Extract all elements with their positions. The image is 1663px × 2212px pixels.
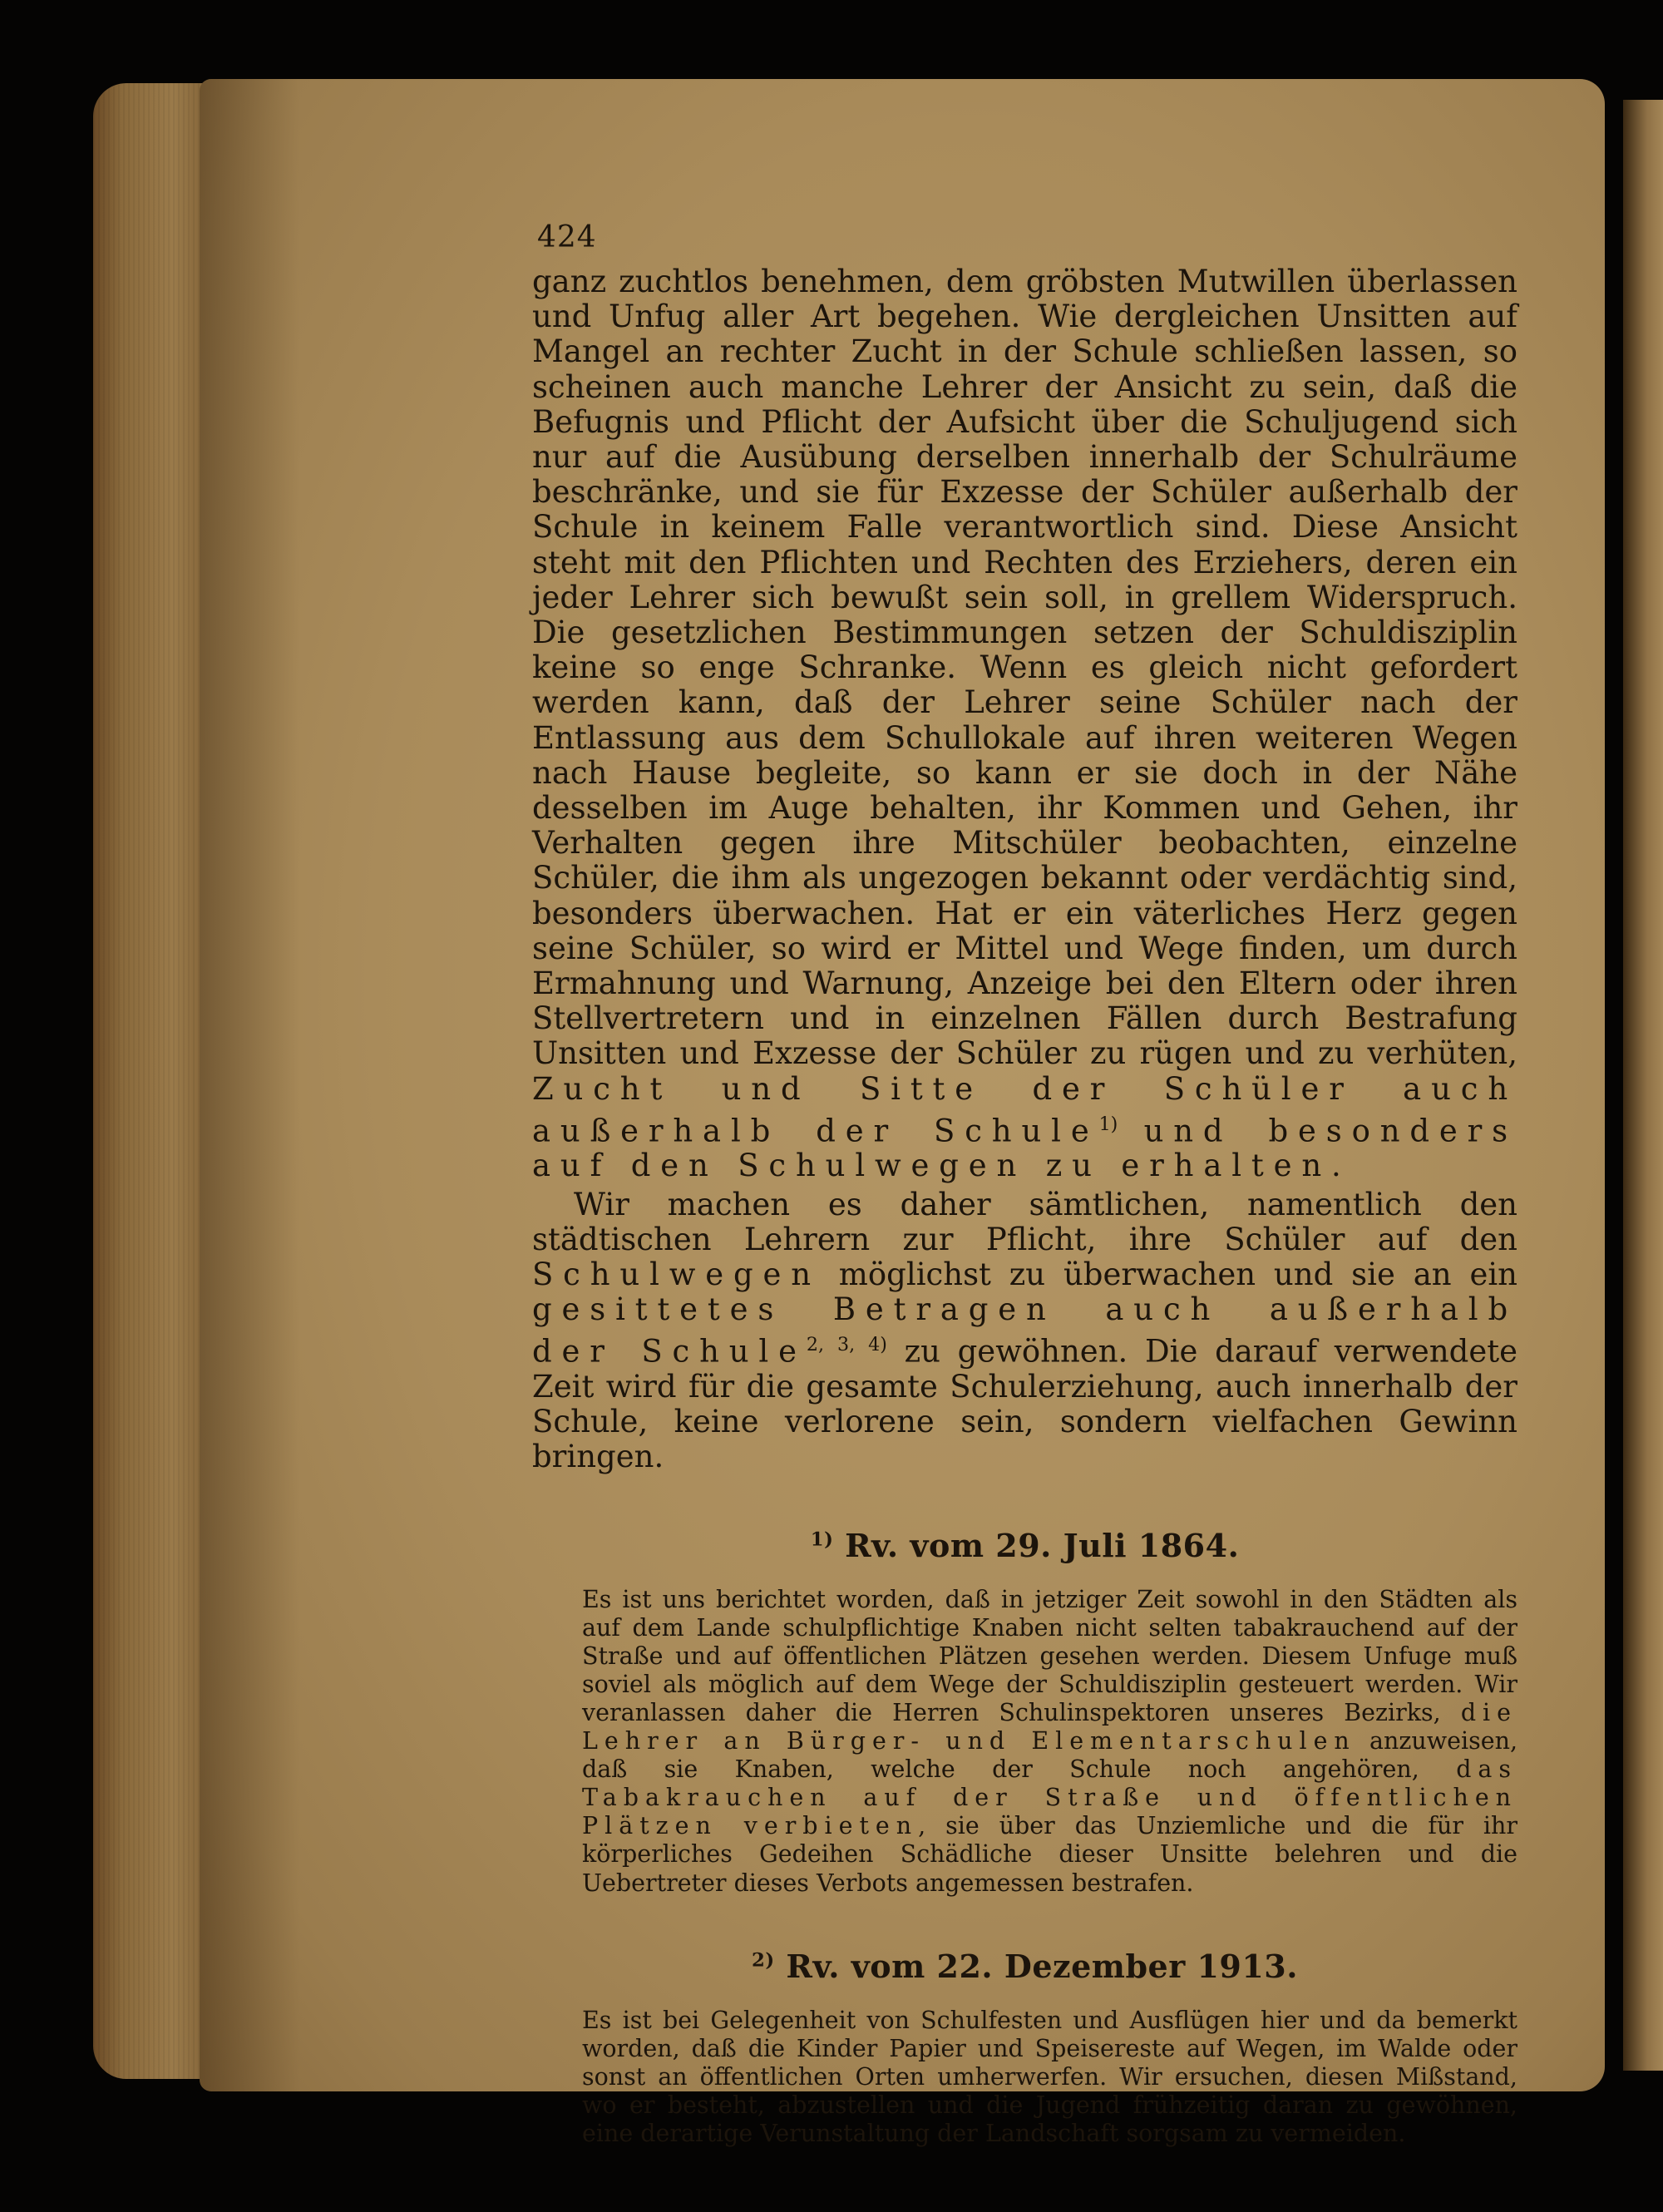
footnote-reference: 2, 3, 4): [806, 1334, 887, 1356]
text-run: ganz zuchtlos benehmen, dem gröbsten Mutwillen überlassen und Unfug aller Art begehen. Wie dergleichen Unsitten auf Mangel an rechter Zucht in der Schule schließen lassen, so scheinen auch manche Lehrer der Ansicht zu sein, daß die Befugnis und Pflicht der Aufsicht über die Schuljugend sich nur auf die Ausübung derselben innerhalb der Schulräume beschränke, und sie für Exzesse der Schüler außerhalb der Schule in keinem Falle verantwortlich sind. Diese Ansicht steht mit den Pflichten und Rechten des Erziehers, deren ein jeder Lehrer sich bewußt sein soll, in grellem Widerspruch. Die gesetzlichen Bestimmungen setzen der Schuldisziplin keine so enge Schranke. Wenn es gleich nicht gefordert werden kann, daß der Lehrer seine Schüler nach der Entlassung aus dem Schullokale auf ihren weiteren Wegen nach Hause begleite, so kann er sie doch in der Nähe desselben im Auge behalten, ihr Kommen und Gehen, ihr Verhalten gegen ihre Mitschüler beobachten, einzelne Schüler, die ihm als ungezogen bekannt oder verdächtig sind, besonders überwachen. Hat er ein väterliches Herz gegen seine Schüler, so wird er Mittel und Wege finden, um durch Ermahnung und Warnung, Anzeige bei den Eltern oder ihren Stellvertretern und in einzelnen Fällen durch Bestrafung Unsitten und Exzesse der Schüler zu rügen und zu verhüten,: [532, 264, 1517, 1072]
body-paragraph: [532, 1187, 1517, 1475]
text-run: Es ist uns berichtet worden, daß in jetziger Zeit sowohl in den Städten als auf dem Lande schulpflichtige Knaben nicht selten tabakrauchend auf der Straße und auf öffentlichen Plätzen gesehen werden. Diesem Unfuge muß soviel als möglich auf dem Wege der Schuldisziplin gesteuert werden. Wir veranlassen daher die Herren Schulinspektoren unseres Bezirks,: [582, 1585, 1517, 1726]
body-text: [532, 264, 1517, 1475]
next-page-edge: [1623, 100, 1663, 2071]
footnote-heading: [532, 1527, 1517, 1564]
footnote-1: [532, 1527, 1517, 1898]
footnote-marker: 2): [752, 1948, 775, 1971]
spaced-emphasis: Zucht und Sitte der Schüler auch außerhalb der Schule: [532, 1070, 1517, 1149]
body-paragraph: [532, 264, 1517, 1184]
text-run: [1118, 1113, 1143, 1148]
footnote-title: Rv. vom 29. Juli 1864.: [845, 1526, 1240, 1564]
text-run: möglichst zu überwachen und sie an ein: [820, 1257, 1517, 1293]
footnote-text: [582, 2007, 1517, 2148]
spaced-emphasis: und besonders auf den Schulwegen zu erhalten.: [532, 1113, 1517, 1184]
text-run: Es ist bei Gelegenheit von Schulfesten und Ausflügen hier und da bemerkt worden, daß die Kinder Papier und Speisereste auf Wegen, im Walde oder sonst an öffentlichen Orten umherwerfen. Wir ersuchen, diesen Mißstand, wo er besteht, abzustellen und die Jugend frühzeitig daran zu gewöhnen, eine derartige Verunstaltung der Landschaft sorgsam zu vermeiden.: [582, 2006, 1517, 2147]
footnote-2: [532, 1948, 1517, 2148]
spaced-emphasis: das Tabakrauchen auf der Straße und öffentlichen Plätzen verbieten: [582, 1755, 1517, 1840]
page-text: [532, 220, 1517, 2148]
text-run: zu gewöhnen. Die darauf verwendete Zeit wird für die gesamte Schulerziehung, auch innerhalb der Schule, keine verlorene sein, sondern vielfachen Gewinn bringen.: [532, 1333, 1517, 1475]
text-run: Wir machen es daher sämtlichen, namentlich den städtischen Lehrern zur Pflicht, ihre Schüler auf den: [532, 1186, 1517, 1257]
text-run: anzuweisen, daß sie Knaben, welche der Schule noch angehören,: [582, 1727, 1517, 1784]
footnote-title: Rv. vom 22. Dezember 1913.: [786, 1947, 1298, 1985]
page-number: 424: [537, 220, 597, 254]
spaced-emphasis: gesittetes Betragen auch außerhalb der Schule: [532, 1291, 1517, 1370]
footnote-text: [582, 1586, 1517, 1898]
spaced-emphasis: die Lehrer an Bürger- und Elementarschulen: [582, 1698, 1517, 1755]
footnote-marker: 1): [810, 1528, 834, 1550]
spaced-emphasis: Schulwegen: [532, 1257, 821, 1293]
footnote-reference: 1): [1098, 1113, 1118, 1135]
text-run: , sie über das Unziemliche und die für ihr körperliches Gedeihen Schädliche dieser Unsitte belehren und die Uebertreter dieses Verbots angemessen bestrafen.: [582, 1812, 1518, 1897]
footnote-heading: [532, 1948, 1517, 1985]
